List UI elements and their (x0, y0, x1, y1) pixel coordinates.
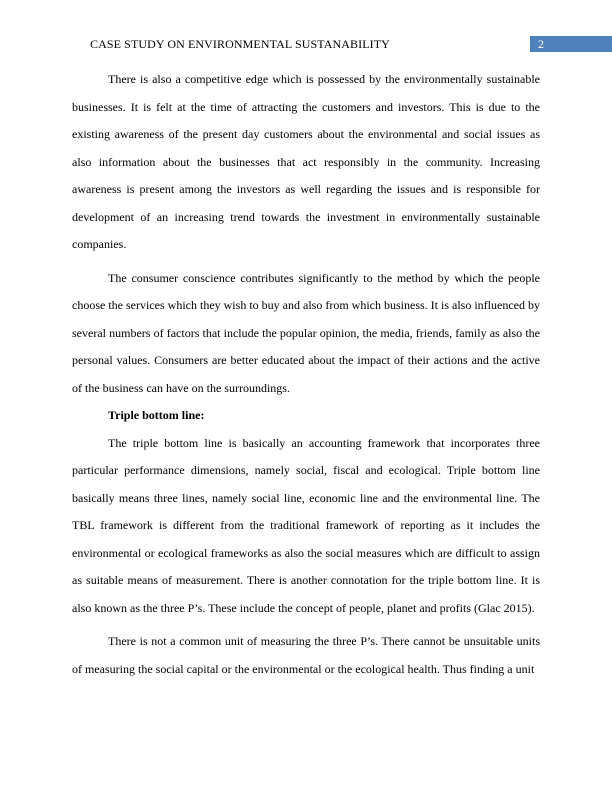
page-number-box (530, 36, 612, 52)
body-paragraph-4: There is not a common unit of measuring the three P’s. There cannot be unsuitable units of measuring the social capital or the environmental or the ecological health. Thus finding a unit (72, 634, 540, 676)
page-header (90, 36, 612, 52)
body-paragraph-2: The consumer conscience contributes significantly to the method by which the people choose the services which they wish to buy and also from which business. It is also influenced by several numbers of factors that include the popular opinion, the media, friends, family as also the personal values. Consumers are better educated about the impact of their actions and the active of the business can have on the surroundings. (72, 270, 540, 395)
body-paragraph-3: The triple bottom line is basically an accounting framework that incorporates three particular performance dimensions, namely social, fiscal and ecological. Triple bottom line basically means three lines, namely social line, economic line and the environmental line. The TBL framework is different from the traditional framework of reporting as it includes the environmental or ecological frameworks as also the social measures which are difficult to assign as suitable means of measurement. There is another connotation for the triple bottom line. It is also known as the three P’s. These include the concept of people, planet and profits (Glac 2015). (72, 435, 540, 615)
document-body (72, 66, 540, 683)
page-number: 2 (538, 37, 544, 51)
section-heading: Triple bottom line: (108, 408, 205, 422)
running-head-title: CASE STUDY ON ENVIRONMENTAL SUSTANABILITY (90, 37, 390, 51)
body-paragraph-1: There is also a competitive edge which is possessed by the environmentally sustainable businesses. It is felt at the time of attracting the customers and investors. This is due to the existing awareness of the present day customers about the environmental and social issues as also information about the businesses that act responsibly in the community. Increasing awareness is present among the investors as well regarding the issues and is responsible for development of an increasing trend towards the investment in environmentally sustainable companies. (72, 72, 540, 251)
